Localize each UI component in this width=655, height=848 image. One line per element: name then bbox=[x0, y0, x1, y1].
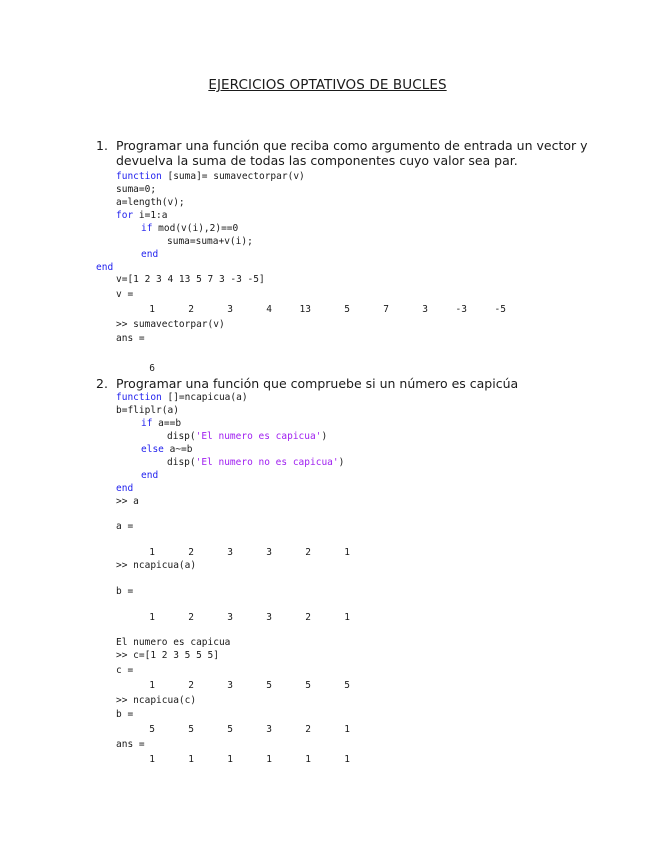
output-value: 1 bbox=[149, 304, 155, 315]
output-value: 1 bbox=[344, 612, 350, 623]
output-value: 1 bbox=[266, 754, 272, 765]
output-value: 1 bbox=[344, 547, 350, 558]
output-value: 2 bbox=[188, 304, 194, 315]
ex2-number: 2. bbox=[96, 376, 108, 391]
keyword: for bbox=[116, 210, 134, 221]
ex1-text-line2: devuelva la suma de todas las componentes cuyo valor sea par. bbox=[116, 153, 518, 168]
output-value: 7 bbox=[383, 304, 389, 315]
ex1-code-line: end bbox=[96, 262, 114, 273]
ex2-code-line: function []=ncapicua(a) bbox=[116, 392, 248, 403]
output-value: 3 bbox=[422, 304, 428, 315]
ex2-code-line: a = bbox=[116, 521, 134, 532]
ex2-code-line: >> ncapicua(a) bbox=[116, 560, 197, 571]
keyword: function bbox=[116, 392, 162, 403]
string-literal: 'El numero no es capicua' bbox=[195, 457, 339, 468]
output-value: 3 bbox=[227, 304, 233, 315]
output-value: 1 bbox=[149, 754, 155, 765]
output-value: 1 bbox=[305, 754, 311, 765]
output-value: 3 bbox=[266, 547, 272, 558]
ex2-code-line: >> ncapicua(c) bbox=[116, 695, 197, 706]
ex2-code-line: disp('El numero es capicua') bbox=[167, 431, 328, 442]
ex1-code-line: suma=suma+v(i); bbox=[167, 236, 253, 247]
ex1-code-line: a=length(v); bbox=[116, 197, 185, 208]
ex1-text-line1: Programar una función que reciba como argumento de entrada un vector y bbox=[116, 138, 588, 153]
output-value: 2 bbox=[188, 680, 194, 691]
ex2-code-line: >> a bbox=[116, 496, 139, 507]
ex1-number: 1. bbox=[96, 138, 108, 153]
output-value: 2 bbox=[305, 547, 311, 558]
ex2-code-line: b = bbox=[116, 709, 134, 720]
output-value: 1 bbox=[227, 754, 233, 765]
output-value: 3 bbox=[227, 680, 233, 691]
ex2-code-line: else a~=b bbox=[141, 444, 193, 455]
output-value: 3 bbox=[227, 612, 233, 623]
ex1-code-line: ans = bbox=[116, 333, 145, 344]
output-value: 2 bbox=[305, 724, 311, 735]
output-value: 5 bbox=[344, 680, 350, 691]
output-value: 3 bbox=[266, 724, 272, 735]
output-value: 1 bbox=[344, 724, 350, 735]
output-value: 5 bbox=[188, 724, 194, 735]
output-value: 13 bbox=[299, 304, 311, 315]
output-value: 6 bbox=[149, 363, 155, 374]
ex2-code-line: b=fliplr(a) bbox=[116, 405, 179, 416]
page-title: EJERCICIOS OPTATIVOS DE BUCLES bbox=[208, 77, 447, 93]
output-value: 3 bbox=[227, 547, 233, 558]
ex1-code-line: >> sumavectorpar(v) bbox=[116, 319, 225, 330]
ex2-code-line: end bbox=[116, 483, 134, 494]
ex2-code-line: if a==b bbox=[141, 418, 182, 429]
ex2-code-line: ans = bbox=[116, 739, 145, 750]
output-value: 5 bbox=[149, 724, 155, 735]
ex1-code-line: end bbox=[141, 249, 159, 260]
ex1-code-line: if mod(v(i),2)==0 bbox=[141, 223, 239, 234]
ex1-code-line: suma=0; bbox=[116, 184, 157, 195]
output-value: 2 bbox=[188, 547, 194, 558]
ex2-code-line: disp('El numero no es capicua') bbox=[167, 457, 345, 468]
ex1-code-line: function [suma]= sumavectorpar(v) bbox=[116, 171, 305, 182]
output-value: 5 bbox=[227, 724, 233, 735]
output-value: 5 bbox=[344, 304, 350, 315]
output-value: 1 bbox=[149, 612, 155, 623]
output-value: 1 bbox=[188, 754, 194, 765]
output-value: -5 bbox=[494, 304, 506, 315]
output-value: 1 bbox=[344, 754, 350, 765]
ex1-code-line: for i=1:a bbox=[116, 210, 168, 221]
output-value: 2 bbox=[188, 612, 194, 623]
output-value: 3 bbox=[266, 612, 272, 623]
output-value: 1 bbox=[149, 680, 155, 691]
keyword: else bbox=[141, 444, 164, 455]
output-value: 1 bbox=[149, 547, 155, 558]
ex2-code-line: c = bbox=[116, 665, 134, 676]
string-literal: 'El numero es capicua' bbox=[195, 431, 322, 442]
keyword: function bbox=[116, 171, 162, 182]
keyword: if bbox=[141, 223, 153, 234]
ex2-text-line1: Programar una función que compruebe si un número es capicúa bbox=[116, 376, 519, 391]
output-value: -3 bbox=[455, 304, 467, 315]
output-value: 5 bbox=[266, 680, 272, 691]
keyword: if bbox=[141, 418, 153, 429]
output-value: 4 bbox=[266, 304, 272, 315]
ex1-code-line: v=[1 2 3 4 13 5 7 3 -3 -5] bbox=[116, 274, 265, 285]
ex2-code-line: >> c=[1 2 3 5 5 5] bbox=[116, 650, 219, 661]
ex2-code-line: El numero es capicua bbox=[116, 637, 231, 648]
ex2-code-line: b = bbox=[116, 586, 134, 597]
ex2-code-line: end bbox=[141, 470, 159, 481]
ex1-code-line: v = bbox=[116, 289, 134, 300]
output-value: 2 bbox=[305, 612, 311, 623]
output-value: 5 bbox=[305, 680, 311, 691]
